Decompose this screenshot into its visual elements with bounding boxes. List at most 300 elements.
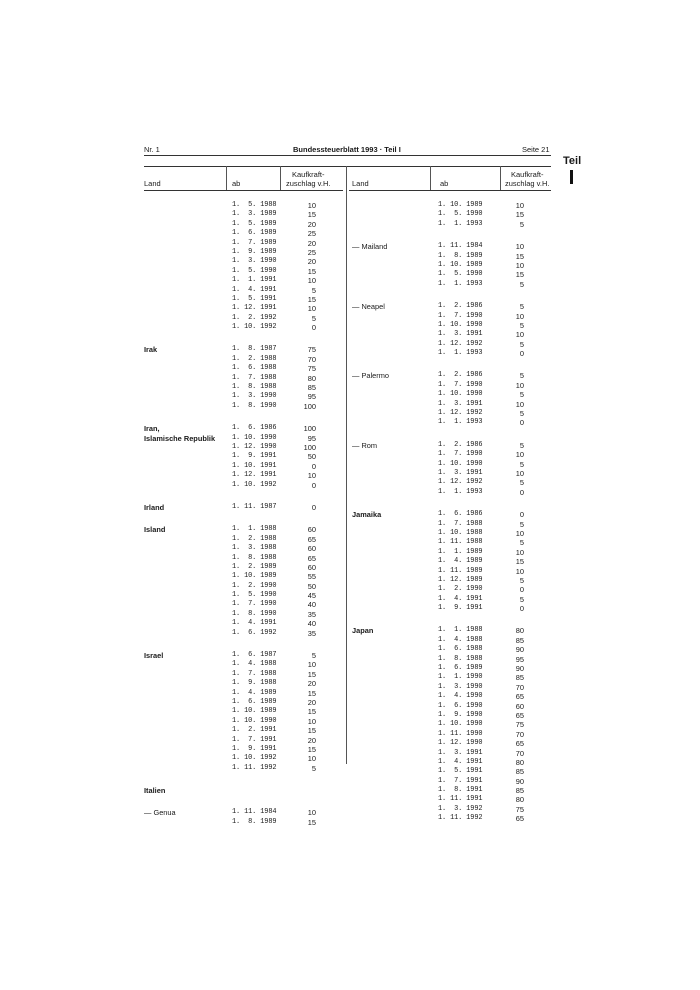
table-row [352,814,552,823]
table-row [144,443,344,452]
table-row [352,795,552,804]
table-row [352,529,552,538]
surcharge-value: 5 [311,651,316,661]
effective-date: 1. 9. 1990 [438,710,483,719]
effective-date: 1. 8. 1989 [438,251,483,260]
surcharge-value: 65 [515,739,524,749]
country-label: Japan [352,626,374,636]
surcharge-value: 10 [515,201,524,210]
table-row [352,548,552,557]
surcharge-value: 5 [519,339,524,349]
effective-date: 1. 3. 1991 [438,748,483,757]
surcharge-value: 85 [515,786,524,796]
surcharge-value: 5 [519,538,524,548]
surcharge-value: 10 [307,201,316,210]
effective-date: 1. 7. 1990 [438,450,483,459]
table-row [144,295,344,304]
table-row [352,626,552,635]
column-divider [346,166,347,764]
table-row [352,786,552,795]
table-row [144,591,344,600]
surcharge-value: 65 [307,553,316,563]
effective-date: 1. 9. 1991 [232,452,277,461]
surcharge-value: 20 [307,238,316,248]
table-row [144,276,344,285]
surcharge-value: 5 [519,459,524,469]
surcharge-value: 10 [307,716,316,726]
surcharge-value: 0 [311,323,316,333]
effective-date: 1. 4. 1991 [438,594,483,603]
right-table-column [352,201,552,824]
effective-date: 1. 7. 1990 [438,380,483,389]
effective-date: 1. 7. 1988 [232,373,277,382]
table-row [352,280,552,289]
country-label: Island [144,525,166,535]
effective-date: 1. 1. 1993 [438,487,483,496]
table-row [144,345,344,354]
table-row [144,736,344,745]
surcharge-value: 80 [307,373,316,383]
surcharge-value: 5 [519,519,524,529]
table-row [144,201,344,210]
table-row [144,679,344,688]
effective-date: 1. 10. 1990 [438,720,483,729]
effective-date: 1. 1. 1993 [438,349,483,358]
surcharge-value: 15 [307,707,316,717]
surcharge-value: 5 [519,478,524,488]
effective-date: 1. 10. 1990 [438,459,483,468]
table-row [352,520,552,529]
effective-date: 1. 4. 1989 [438,557,483,566]
surcharge-value: 15 [307,294,316,304]
surcharge-value: 15 [515,251,524,261]
effective-date: 1. 6. 1989 [232,229,277,238]
surcharge-value: 0 [311,502,316,512]
effective-date: 1. 10. 1991 [232,461,277,470]
effective-date: 1. 11. 1984 [438,242,483,251]
table-row [144,670,344,679]
surcharge-value: 90 [515,664,524,674]
effective-date: 1. 3. 1989 [232,210,277,219]
country-label: Italien [144,786,166,796]
effective-date: 1. 4. 1988 [438,635,483,644]
effective-date: 1. 12. 1991 [232,471,277,480]
effective-date: 1. 7. 1990 [438,311,483,320]
surcharge-value: 90 [515,776,524,786]
table-row [352,749,552,758]
surcharge-value: 65 [307,534,316,544]
header-rule [144,155,551,156]
effective-date: 1. 6. 1989 [438,664,483,673]
surcharge-value: 85 [515,767,524,777]
table-row [144,424,344,433]
effective-date: 1. 6. 1989 [232,697,277,706]
surcharge-value: 10 [307,808,316,818]
surcharge-value: 65 [515,692,524,702]
effective-date: 1. 2. 1991 [232,726,277,735]
table-row [352,312,552,321]
table-row [352,702,552,711]
effective-date: 1. 1. 1993 [438,418,483,427]
surcharge-value: 0 [311,461,316,471]
surcharge-value: 15 [307,726,316,736]
table-row [144,689,344,698]
surcharge-value: 10 [307,471,316,481]
effective-date: 1. 12. 1990 [232,442,277,451]
surcharge-value: 20 [307,219,316,229]
surcharge-value: 15 [307,266,316,276]
table-row [144,374,344,383]
table-row [352,767,552,776]
surcharge-value: 10 [515,566,524,576]
effective-date: 1. 6. 1986 [232,424,277,433]
effective-date: 1. 5. 1988 [232,201,277,209]
table-row [144,554,344,563]
effective-date: 1. 2. 1988 [232,534,277,543]
effective-date: 1. 2. 1986 [438,302,483,311]
surcharge-value: 70 [515,729,524,739]
table-row [352,576,552,585]
table-row [352,261,552,270]
table-row [352,777,552,786]
surcharge-value: 40 [307,600,316,610]
country-label: — Neapel [352,302,385,312]
effective-date: 1. 4. 1988 [232,660,277,669]
surcharge-value: 50 [307,452,316,462]
effective-date: 1. 6. 1988 [232,364,277,373]
effective-date: 1. 3. 1991 [438,468,483,477]
table-row [352,739,552,748]
surcharge-value: 50 [307,581,316,591]
effective-date: 1. 1. 1988 [232,525,277,534]
table-row [144,629,344,638]
table-row [352,330,552,339]
surcharge-value: 5 [519,371,524,381]
effective-date: 1. 4. 1991 [438,757,483,766]
table-row [144,383,344,392]
effective-date: 1. 2. 1988 [232,354,277,363]
surcharge-value: 85 [307,383,316,393]
column-head-bottom-rule-left [144,190,343,191]
effective-date: 1. 3. 1992 [438,804,483,813]
table-row [144,651,344,660]
effective-date: 1. 8. 1988 [232,383,277,392]
effective-date: 1. 6. 1990 [438,701,483,710]
table-row [352,720,552,729]
table-row [144,210,344,219]
effective-date: 1. 11. 1992 [438,814,483,823]
table-row [352,270,552,279]
surcharge-value: 85 [515,635,524,645]
effective-date: 1. 10. 1990 [232,433,277,442]
table-row [352,349,552,358]
surcharge-value: 70 [515,748,524,758]
effective-date: 1. 5. 1990 [438,210,483,219]
effective-date: 1. 5. 1989 [232,219,277,228]
effective-date: 1. 8. 1988 [438,654,483,663]
effective-date: 1. 3. 1991 [438,399,483,408]
effective-date: 1. 9. 1988 [232,679,277,688]
surcharge-value: 10 [307,304,316,314]
surcharge-value: 5 [519,320,524,330]
surcharge-value: 0 [519,604,524,614]
table-row [144,745,344,754]
surcharge-value: 65 [515,710,524,720]
table-row [144,717,344,726]
effective-date: 1. 10. 1989 [232,707,277,716]
table-row [144,286,344,295]
surcharge-value: 25 [307,247,316,257]
effective-date: 1. 11. 1989 [438,566,483,575]
country-label: Irland [144,502,165,512]
col-head-kaufkraft-left [286,170,330,188]
table-row [352,469,552,478]
surcharge-value: 10 [515,330,524,340]
surcharge-value: 10 [515,380,524,390]
effective-date: 1. 11. 1987 [232,502,277,511]
table-row [352,488,552,497]
table-row [352,692,552,701]
column-head-bottom-rule-right [349,190,551,191]
surcharge-value: 75 [515,804,524,814]
col-head-kaufkraft-line1: Kaufkraft- [291,170,325,179]
surcharge-value: 95 [307,433,316,443]
effective-date: 1. 1. 1993 [438,279,483,288]
surcharge-value: 45 [307,591,316,601]
effective-date: 1. 1. 1990 [438,673,483,682]
table-row [352,450,552,459]
effective-date: 1. 6. 1992 [232,628,277,637]
effective-date: 1. 2. 1986 [438,440,483,449]
col-head-ab-left: ab [232,179,241,188]
surcharge-value: 90 [515,645,524,655]
table-row [144,726,344,735]
issue-number: Nr. 1 [144,145,160,154]
effective-date: 1. 1. 1991 [232,276,277,285]
surcharge-value: 65 [515,814,524,824]
effective-date: 1. 5. 1990 [232,591,277,600]
table-row [352,220,552,229]
col-head-kaufkraft-line2: zuschlag v.H. [505,179,550,188]
head-divider-left-2 [280,166,281,190]
surcharge-value: 10 [515,450,524,460]
table-row [352,711,552,720]
surcharge-value: 5 [519,219,524,229]
table-row [352,242,552,251]
table-row [352,645,552,654]
table-row [352,441,552,450]
country-label: — Genua [144,808,176,818]
surcharge-value: 20 [307,257,316,267]
effective-date: 1. 3. 1988 [232,544,277,553]
effective-date: 1. 10. 1992 [232,754,277,763]
surcharge-value: 10 [515,311,524,321]
head-divider-right-2 [500,166,501,190]
surcharge-value: 100 [303,401,316,411]
table-row [144,481,344,490]
table-row [352,478,552,487]
effective-date: 1. 10. 1990 [438,390,483,399]
column-head-top-rule [144,166,551,167]
section-tab-marker [570,170,573,184]
surcharge-value: 70 [307,354,316,364]
table-row [352,321,552,330]
table-row [144,764,344,773]
surcharge-value: 5 [519,594,524,604]
table-row [352,664,552,673]
col-head-kaufkraft-line2: zuschlag v.H. [286,179,331,188]
table-row [144,304,344,313]
left-table-column [144,201,344,827]
surcharge-value: 35 [307,609,316,619]
surcharge-value: 10 [515,260,524,270]
surcharge-value: 75 [307,364,316,374]
effective-date: 1. 7. 1988 [438,519,483,528]
effective-date: 1. 12. 1990 [438,739,483,748]
table-row [352,460,552,469]
effective-date: 1. 12. 1989 [438,575,483,584]
effective-date: 1. 7. 1990 [232,600,277,609]
table-row [144,392,344,401]
table-row [144,619,344,628]
effective-date: 1. 2. 1989 [232,562,277,571]
effective-date: 1. 3. 1991 [438,330,483,339]
effective-date: 1. 4. 1991 [232,619,277,628]
table-row [144,503,344,512]
table-row [352,390,552,399]
table-row [352,585,552,594]
table-row [144,314,344,323]
surcharge-value: 10 [515,547,524,557]
table-row [352,805,552,814]
effective-date: 1. 5. 1990 [438,270,483,279]
country-label: Islamische Republik [144,433,216,443]
effective-date: 1. 11. 1990 [438,729,483,738]
table-row [144,402,344,411]
effective-date: 1. 1. 1989 [438,547,483,556]
country-label: Iran, [144,424,160,434]
table-row [144,818,344,827]
col-head-ab-right: ab [440,179,449,188]
table-row [352,758,552,767]
surcharge-value: 15 [515,557,524,567]
surcharge-value: 5 [519,390,524,400]
table-row [352,673,552,682]
effective-date: 1. 11. 1988 [438,538,483,547]
table-row [144,355,344,364]
effective-date: 1. 3. 1990 [438,682,483,691]
surcharge-value: 60 [307,562,316,572]
surcharge-value: 20 [307,735,316,745]
surcharge-value: 15 [307,210,316,220]
surcharge-value: 55 [307,572,316,582]
effective-date: 1. 5. 1991 [438,767,483,776]
effective-date: 1. 12. 1992 [438,478,483,487]
table-row [144,582,344,591]
surcharge-value: 80 [515,626,524,636]
effective-date: 1. 12. 1992 [438,409,483,418]
surcharge-value: 5 [519,279,524,289]
table-row [352,340,552,349]
effective-date: 1. 10. 1989 [438,201,483,209]
surcharge-value: 20 [307,697,316,707]
effective-date: 1. 9. 1991 [232,744,277,753]
effective-date: 1. 7. 1988 [232,669,277,678]
effective-date: 1. 7. 1991 [438,776,483,785]
table-row [144,267,344,276]
effective-date: 1. 9. 1991 [438,604,483,613]
surcharge-value: 60 [307,525,316,535]
table-row [352,409,552,418]
section-tab-label: Teil [563,155,582,167]
surcharge-value: 80 [515,795,524,805]
table-row [352,201,552,210]
table-row [352,381,552,390]
table-row [352,418,552,427]
surcharge-value: 95 [515,654,524,664]
effective-date: 1. 4. 1991 [232,285,277,294]
country-label: Irak [144,345,158,355]
surcharge-value: 20 [307,679,316,689]
surcharge-value: 60 [307,544,316,554]
surcharge-value: 80 [515,757,524,767]
table-row [144,462,344,471]
surcharge-value: 10 [515,528,524,538]
surcharge-value: 10 [307,276,316,286]
effective-date: 1. 6. 1988 [438,645,483,654]
surcharge-value: 5 [311,763,316,773]
effective-date: 1. 3. 1990 [232,392,277,401]
effective-date: 1. 8. 1987 [232,345,277,354]
effective-date: 1. 11. 1991 [438,795,483,804]
table-row [352,538,552,547]
table-row [352,683,552,692]
table-row [352,636,552,645]
surcharge-value: 15 [515,270,524,280]
table-row [144,239,344,248]
country-label: — Palermo [352,371,389,381]
table-row [144,452,344,461]
head-divider-left-1 [226,166,227,190]
surcharge-value: 5 [519,440,524,450]
surcharge-value: 15 [307,817,316,827]
effective-date: 1. 1. 1988 [438,626,483,635]
surcharge-value: 100 [303,442,316,452]
page-number: Seite 21 [522,145,550,154]
effective-date: 1. 7. 1989 [232,238,277,247]
surcharge-value: 10 [307,754,316,764]
effective-date: 1. 5. 1991 [232,294,277,303]
table-row [144,323,344,332]
surcharge-value: 35 [307,628,316,638]
effective-date: 1. 10. 1992 [232,323,277,332]
col-head-land-right: Land [352,179,369,188]
effective-date: 1. 12. 1992 [438,339,483,348]
table-row [144,220,344,229]
table-row [144,610,344,619]
surcharge-value: 5 [519,302,524,312]
table-row [144,248,344,257]
table-row [352,595,552,604]
effective-date: 1. 3. 1990 [232,257,277,266]
table-row [352,730,552,739]
surcharge-value: 75 [515,720,524,730]
country-label: Israel [144,651,164,661]
effective-date: 1. 10. 1992 [232,480,277,489]
effective-date: 1. 5. 1990 [232,266,277,275]
surcharge-value: 10 [515,399,524,409]
table-row [352,655,552,664]
